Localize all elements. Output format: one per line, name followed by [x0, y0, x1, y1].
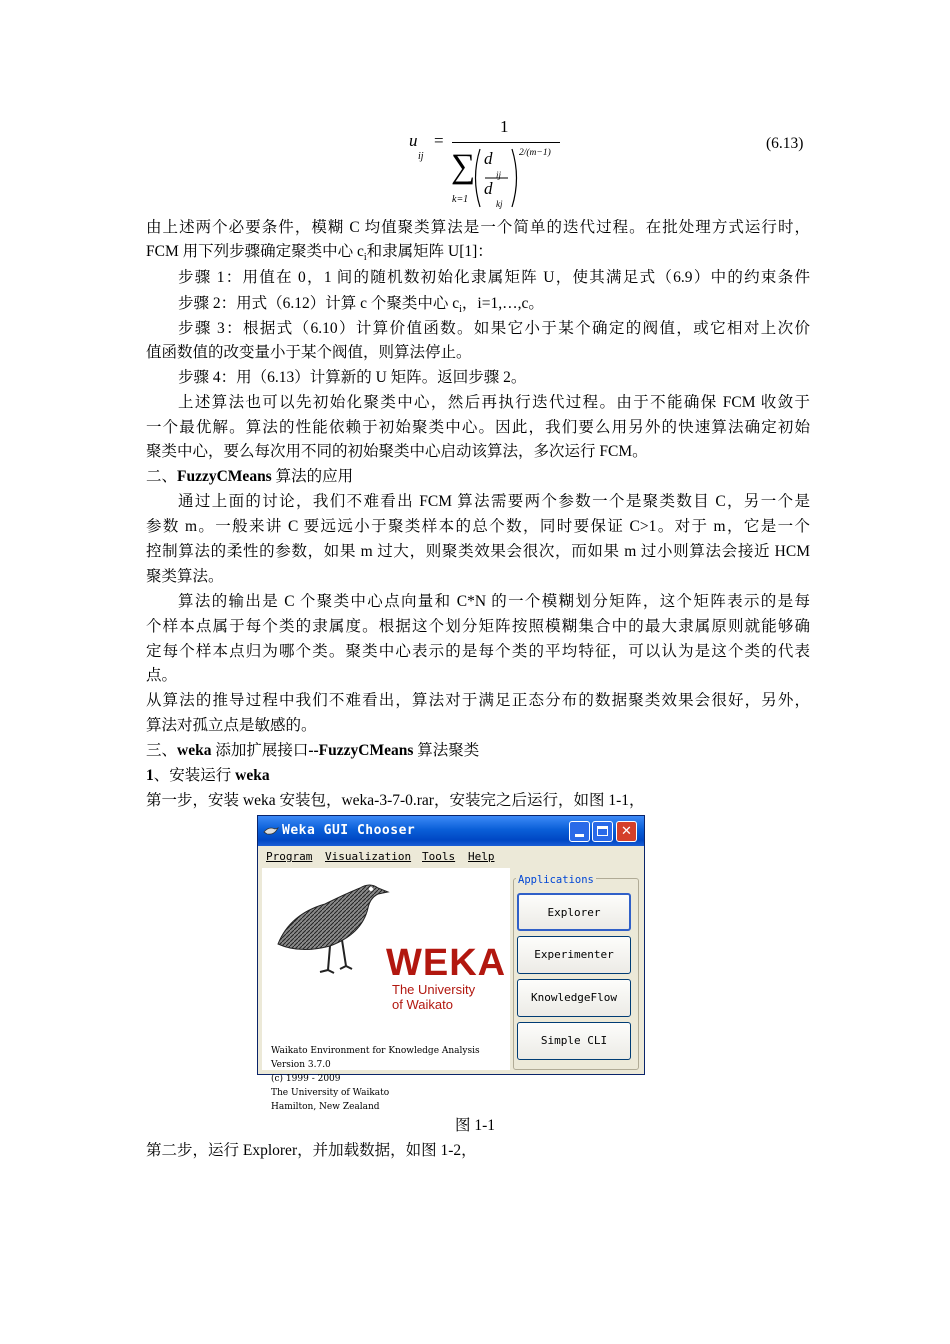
paragraph-line: 第二步，运行 Explorer，并加载数据，如图 1-2， — [146, 1142, 477, 1159]
text-span: ，i=1,…,c。 — [461, 295, 544, 312]
weka-bird-logo — [270, 874, 390, 974]
paragraph-line: 从算法的推导过程中我们不难看出，算法对于满足正态分布的数据聚类效果会很好，另外， — [146, 692, 810, 709]
text-span: 、安装运行 — [153, 767, 236, 784]
sum-lower: k=1 — [452, 194, 469, 205]
menu-bar — [258, 847, 644, 867]
paragraph-line: 上述算法也可以先初始化聚类中心，然后再执行迭代过程。由于不能确保 FCM 收敛于 — [178, 394, 810, 411]
text-span: 1 — [146, 767, 154, 784]
menu-tools[interactable]: Tools — [422, 850, 456, 863]
paragraph-line: 聚类中心，要么每次用不同的初始聚类中心启动该算法，多次运行 FCM。 — [146, 443, 648, 460]
weka-bird-icon — [263, 825, 279, 837]
weka-gui-chooser-window — [257, 815, 645, 1112]
about-info — [271, 1044, 480, 1114]
paragraph-line: 算法对孤立点是敏感的。 — [146, 717, 317, 734]
info-line: The University of Waikato — [271, 1088, 390, 1098]
fraction-bar — [452, 142, 560, 143]
paragraph-line: 算法的输出是 C 个聚类中心点向量和 C*N 的一个模糊划分矩阵，这个矩阵表示的是每 — [178, 593, 810, 610]
paragraph-line: 个样本点属于每个类的隶属度。根据这个划分矩阵按照模糊集合中的最大隶属原则就能够确 — [146, 618, 810, 635]
close-icon: ✕ — [621, 824, 632, 839]
paragraph-line: 控制算法的柔性的参数，如果 m 过大，则聚类效果会很次，而如果 m 过小则算法会接近 HCM — [146, 543, 810, 560]
step-4: 步骤 4：用（6.13）计算新的 U 矩阵。返回步骤 2。 — [178, 369, 527, 386]
text-span: 步骤 2：用式（6.12）计算 c 个聚类中心 c — [178, 295, 460, 312]
window-title: Weka GUI Chooser — [282, 823, 416, 838]
step-1: 步骤 1：用值在 0，1 间的随机数初始化隶属矩阵 U，使其满足式（6.9）中的约束条件 — [178, 269, 810, 286]
info-line: (c) 1999 - 2009 — [271, 1074, 341, 1084]
text-span: --FuzzyCMeans — [308, 742, 414, 759]
text-span: FCM 用下列步骤确定聚类中心 c — [146, 243, 364, 260]
text-span: 和隶属矩阵 U[1]： — [366, 243, 493, 260]
d-top: d — [484, 149, 493, 168]
formula-numerator: 1 — [500, 117, 509, 136]
formula-lhs-sub: ij — [418, 151, 424, 162]
text-span: 算法的应用 — [271, 468, 354, 485]
text-span: weka — [177, 742, 212, 759]
paragraph-line: 点。 — [146, 667, 178, 684]
explorer-button[interactable]: Explorer — [517, 893, 631, 931]
minimize-button[interactable] — [569, 821, 590, 842]
step-3-cont: 值函数值的改变量小于某个阀值，则算法停止。 — [146, 344, 472, 361]
knowledgeflow-button[interactable]: KnowledgeFlow — [517, 979, 631, 1017]
paragraph-line: 由上述两个必要条件，模糊 C 均值聚类算法是一个简单的迭代过程。在批处理方式运行时， — [146, 219, 810, 236]
maximize-button[interactable] — [592, 821, 613, 842]
text-span: 算法聚类 — [413, 742, 480, 759]
d-bottom-sub: kj — [496, 199, 503, 209]
paragraph-line: 第一步，安装 weka 安装包，weka-3-7-0.rar，安装完之后运行，如图 1-1， — [146, 792, 645, 809]
d-top-sub: ij — [496, 170, 502, 180]
logo-line: The University — [392, 982, 476, 997]
applications-label: Applications — [518, 874, 594, 886]
formula-lhs: u — [409, 131, 418, 150]
simple-cli-button[interactable]: Simple CLI — [517, 1022, 631, 1060]
close-button[interactable] — [616, 821, 637, 842]
paragraph-line: 聚类算法。 — [146, 568, 224, 585]
subsection-heading — [146, 764, 810, 788]
experimenter-button[interactable]: Experimenter — [517, 936, 631, 974]
exponent: 2/(m−1) — [519, 148, 551, 158]
paragraph-line: 定每个样本点归为哪个类。聚类中心表示的是每个类的平均特征，可以认为是这个类的代表 — [146, 643, 810, 660]
maximize-icon — [597, 826, 608, 836]
section-heading-3 — [146, 739, 810, 763]
info-line: Version 3.7.0 — [271, 1060, 331, 1070]
info-line: Waikato Environment for Knowledge Analysis — [271, 1046, 480, 1056]
formula-equals: = — [434, 131, 444, 150]
title-bar — [258, 816, 644, 846]
text-span: weka — [235, 767, 270, 784]
equation-number: (6.13) — [766, 135, 804, 152]
paragraph-line: 参数 m。一般来讲 C 要远远小于聚类样本的总个数，同时要保证 C>1。对于 m，它是一个 — [146, 518, 810, 535]
minimize-icon — [575, 834, 584, 837]
figure-caption: 图 1-1 — [455, 1117, 496, 1134]
paragraph-line: 通过上面的讨论，我们不难看出 FCM 算法需要两个参数一个是聚类数目 C，另一个是 — [178, 493, 810, 510]
logo-line: of Waikato — [392, 997, 453, 1012]
info-line: Hamilton, New Zealand — [271, 1102, 380, 1112]
text-span: 三、 — [146, 742, 178, 759]
menu-program[interactable]: Program — [266, 850, 313, 863]
logo-word: WEKA — [386, 942, 507, 984]
step-3: 步骤 3：根据式（6.10）计算价值函数。如果它小于某个确定的阀值，或它相对上次价 — [178, 320, 810, 337]
text-span: 添加扩展接口 — [211, 742, 309, 759]
text-span: 二、 — [146, 468, 178, 485]
subscript: i — [459, 304, 462, 315]
text-span: FuzzyCMeans — [177, 468, 272, 485]
subscript: i — [363, 252, 367, 263]
section-heading-2 — [146, 465, 810, 489]
logo-university — [392, 982, 475, 1012]
paragraph-line: 一个最优解。算法的性能依赖于初始聚类中心。因此，我们要么用另外的快速算法确定初始 — [146, 419, 810, 436]
d-bottom: d — [484, 179, 493, 198]
logo-panel — [262, 868, 510, 1112]
sum-sign: ∑ — [451, 148, 476, 185]
menu-visualization[interactable]: Visualization — [325, 850, 412, 863]
menu-help[interactable]: Help — [468, 850, 495, 863]
